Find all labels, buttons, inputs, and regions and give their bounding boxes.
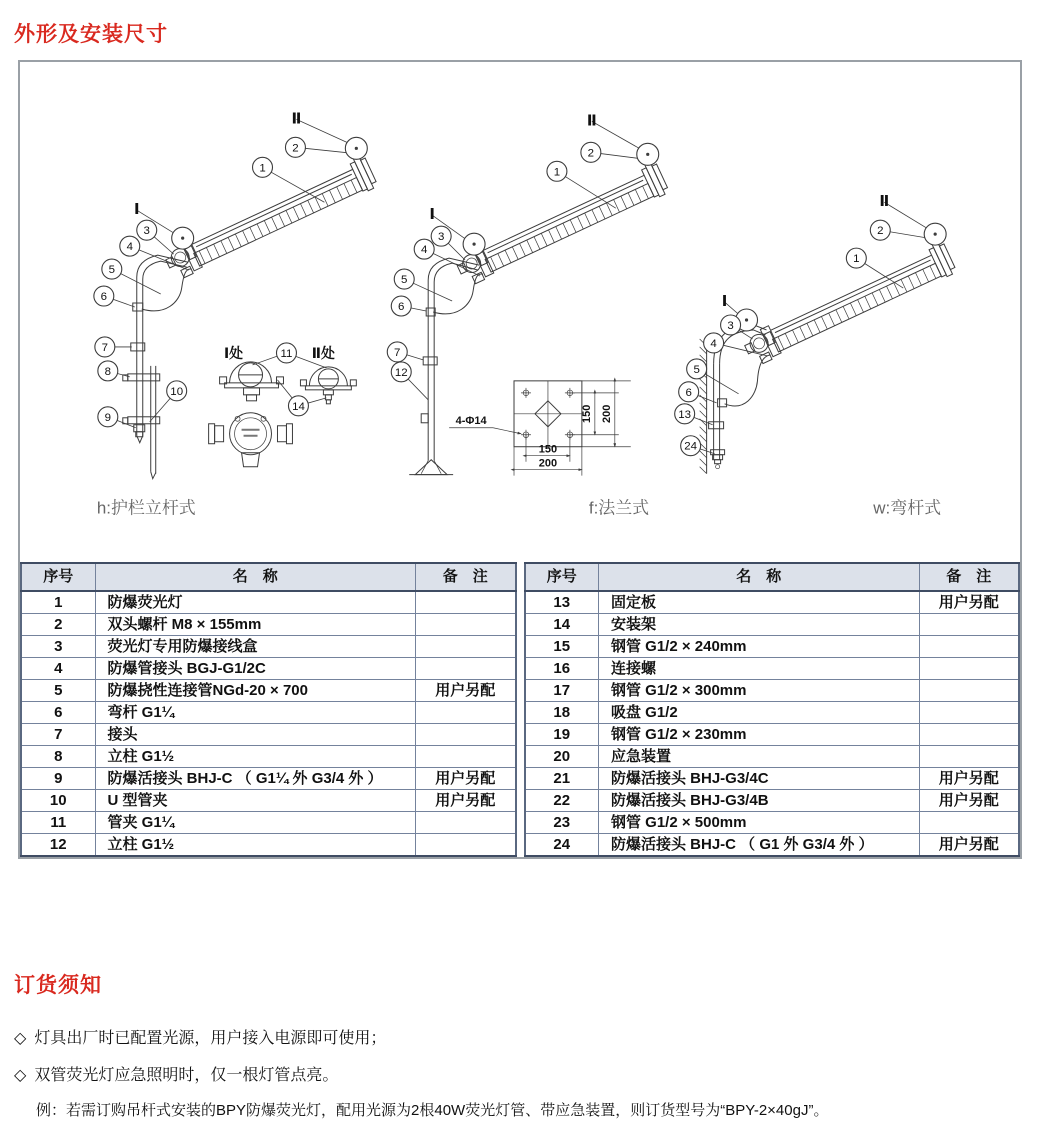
callout-4 — [704, 333, 724, 353]
place-2-label: Ⅱ处 — [311, 344, 335, 361]
parts-tables — [20, 562, 1020, 857]
callout-5 — [687, 359, 707, 379]
svg-text:9: 9 — [104, 411, 112, 424]
svg-text:3: 3 — [437, 231, 445, 244]
svg-text:10: 10 — [170, 385, 184, 398]
callout-3 — [137, 220, 157, 240]
dim-150-horizontal: 150 — [538, 443, 558, 456]
table-row: 13 固定板 用户另配 — [525, 591, 1020, 614]
flexible-conduit — [142, 269, 192, 311]
svg-text:1: 1 — [259, 162, 266, 175]
ordering-note-2 — [14, 1062, 1040, 1085]
diamond-bullet: ◇ — [14, 1067, 27, 1084]
table-header-row — [525, 563, 1020, 591]
callout-4 — [120, 236, 140, 256]
flexible-conduit — [725, 355, 771, 406]
parts-table-left — [20, 562, 517, 857]
svg-text:3: 3 — [143, 225, 150, 238]
col-header-note: 备 注 — [919, 563, 1019, 591]
figure-box — [18, 60, 1022, 859]
roman-1-label: Ⅰ — [429, 206, 435, 224]
table-row: 20 应急装置 — [525, 746, 1020, 768]
callout-6 — [391, 296, 411, 316]
table-row: 6 弯杆 G1¼ — [21, 702, 516, 724]
callout-1 — [547, 161, 567, 181]
callout-6 — [679, 382, 699, 402]
callout-10 — [167, 381, 187, 401]
svg-text:13: 13 — [678, 408, 692, 421]
clamp-detail-inset — [209, 343, 357, 467]
installation-diagrams — [20, 62, 1020, 562]
callout-12 — [391, 362, 411, 382]
section-marker-2 — [637, 143, 659, 165]
flange-plate-detail — [449, 381, 631, 476]
callout-7 — [95, 337, 115, 357]
table-row: 1 防爆荧光灯 — [21, 591, 516, 614]
col-header-note: 备 注 — [416, 563, 516, 591]
svg-text:1: 1 — [553, 166, 561, 179]
svg-text:24: 24 — [684, 440, 698, 453]
diagram-guardrail-pole — [94, 110, 379, 517]
caption-guardrail: h:护栏立杆式 — [96, 498, 196, 518]
caption-bent-pole: w:弯杆式 — [873, 498, 942, 518]
col-header-no: 序号 — [21, 563, 95, 591]
callout-7 — [387, 342, 407, 362]
callout-3 — [431, 226, 451, 246]
diagram-bent-pole — [675, 193, 958, 517]
ordering-note-text: 灯具出厂时已配置光源，用户接入电源即可使用； — [34, 1030, 387, 1047]
callout-6 — [94, 286, 114, 306]
junction-box-section — [209, 413, 293, 467]
table-row: 21 防爆活接头 BHJ-G3/4C 用户另配 — [525, 768, 1020, 790]
dim-200-horizontal: 200 — [538, 457, 558, 470]
table-row: 14 安装架 — [525, 614, 1020, 636]
callout-5 — [102, 259, 122, 279]
callout-2 — [870, 220, 890, 240]
callout-4 — [414, 239, 434, 259]
guardrail-and-clamps — [123, 366, 160, 479]
ordering-example: 例：若需订购吊杆式安装的BPY防爆荧光灯，配用光源为2根40W荧光灯管、带应急装置，则订货型号为“BPY-2×40gJ”。 — [36, 1102, 829, 1119]
table-row: 4 防爆管接头 BGJ-G1/2C — [21, 658, 516, 680]
svg-text:4: 4 — [710, 337, 717, 350]
section-title-ordering: 订货须知 — [14, 974, 102, 997]
col-header-name: 名 称 — [95, 563, 416, 591]
svg-text:2: 2 — [877, 225, 884, 238]
svg-text:1: 1 — [853, 253, 860, 266]
table-row: 24 防爆活接头 BHJ-C （ G1 外 G3/4 外 ） 用户另配 — [525, 834, 1020, 857]
svg-text:2: 2 — [587, 147, 595, 160]
ordering-note-1 — [14, 1025, 1040, 1048]
dim-bolt-holes: 4-Φ14 — [455, 414, 487, 427]
diagram-flange — [387, 112, 670, 517]
table-row: 23 钢管 G1/2 × 500mm — [525, 812, 1020, 834]
dim-200-vertical: 200 — [600, 404, 613, 423]
roman-1-label: Ⅰ — [721, 293, 728, 311]
svg-text:3: 3 — [727, 319, 734, 332]
roman-1-label: Ⅰ — [133, 201, 140, 219]
section-marker-1 — [172, 227, 194, 249]
callout-13 — [675, 404, 695, 424]
caption-flange: f:法兰式 — [588, 498, 650, 518]
parts-table-right — [524, 562, 1021, 857]
table-row: 8 立柱 G1½ — [21, 746, 516, 768]
svg-text:8: 8 — [104, 365, 112, 378]
section-marker-1 — [463, 233, 485, 255]
pipe-clamp-section-1 — [220, 362, 284, 401]
table-row: 9 防爆活接头 BHJ-C （ G1¼ 外 G3/4 外 ） 用户另配 — [21, 768, 516, 790]
svg-text:5: 5 — [693, 363, 700, 376]
roman-2-label: Ⅱ — [586, 112, 597, 130]
diamond-bullet: ◇ — [14, 1030, 27, 1047]
table-row: 2 双头螺杆 M8 × 155mm — [21, 614, 516, 636]
callout-1 — [253, 157, 273, 177]
col-header-name: 名 称 — [599, 563, 920, 591]
section-title-dimensions: 外形及安装尺寸 — [14, 23, 168, 46]
section-marker-2 — [345, 137, 367, 159]
svg-text:7: 7 — [394, 346, 401, 359]
callout-24 — [681, 436, 701, 456]
svg-text:2: 2 — [292, 142, 299, 155]
place-1-label: Ⅰ处 — [223, 344, 244, 361]
svg-text:14: 14 — [292, 400, 305, 413]
table-row: 22 防爆活接头 BHJ-G3/4B 用户另配 — [525, 790, 1020, 812]
col-header-no: 序号 — [525, 563, 599, 591]
ordering-note-text: 双管荧光灯应急照明时，仅一根灯管点亮。 — [34, 1067, 339, 1084]
svg-text:5: 5 — [108, 264, 116, 277]
roman-2-label: Ⅱ — [879, 193, 890, 211]
pipe-clamp-section-2 — [300, 367, 356, 404]
svg-text:11: 11 — [280, 347, 293, 360]
table-row: 10 U 型管夹 用户另配 — [21, 790, 516, 812]
svg-text:4: 4 — [126, 241, 133, 254]
table-row: 11 管夹 G1¼ — [21, 812, 516, 834]
table-row: 12 立柱 G1½ — [21, 834, 516, 857]
table-header-row — [21, 563, 516, 591]
dim-150-vertical: 150 — [580, 404, 593, 423]
table-row: 17 钢管 G1/2 × 300mm — [525, 680, 1020, 702]
table-row: 16 连接螺 — [525, 658, 1020, 680]
callout-14 — [288, 396, 308, 416]
svg-text:6: 6 — [100, 291, 108, 304]
callout-9 — [98, 407, 118, 427]
svg-text:12: 12 — [394, 366, 408, 379]
flange-pole — [409, 258, 479, 475]
section-marker-2 — [924, 223, 946, 245]
callout-11 — [276, 343, 296, 363]
svg-text:4: 4 — [420, 244, 428, 257]
svg-text:6: 6 — [685, 386, 692, 399]
svg-text:6: 6 — [398, 301, 405, 314]
table-row: 19 钢管 G1/2 × 230mm — [525, 724, 1020, 746]
callout-1 — [846, 248, 866, 268]
roman-2-label: Ⅱ — [291, 110, 302, 128]
callout-8 — [98, 361, 118, 381]
table-row: 18 吸盘 G1/2 — [525, 702, 1020, 724]
callout-5 — [394, 269, 414, 289]
table-row: 3 荧光灯专用防爆接线盒 — [21, 636, 516, 658]
callout-2 — [285, 137, 305, 157]
callout-2 — [581, 142, 601, 162]
table-row: 7 接头 — [21, 724, 516, 746]
svg-text:5: 5 — [401, 274, 408, 287]
svg-text:7: 7 — [101, 341, 109, 354]
table-row: 5 防爆挠性连接管NGd-20 × 700 用户另配 — [21, 680, 516, 702]
flexible-conduit — [433, 274, 483, 314]
callout-3 — [721, 315, 741, 335]
table-row: 15 钢管 G1/2 × 240mm — [525, 636, 1020, 658]
